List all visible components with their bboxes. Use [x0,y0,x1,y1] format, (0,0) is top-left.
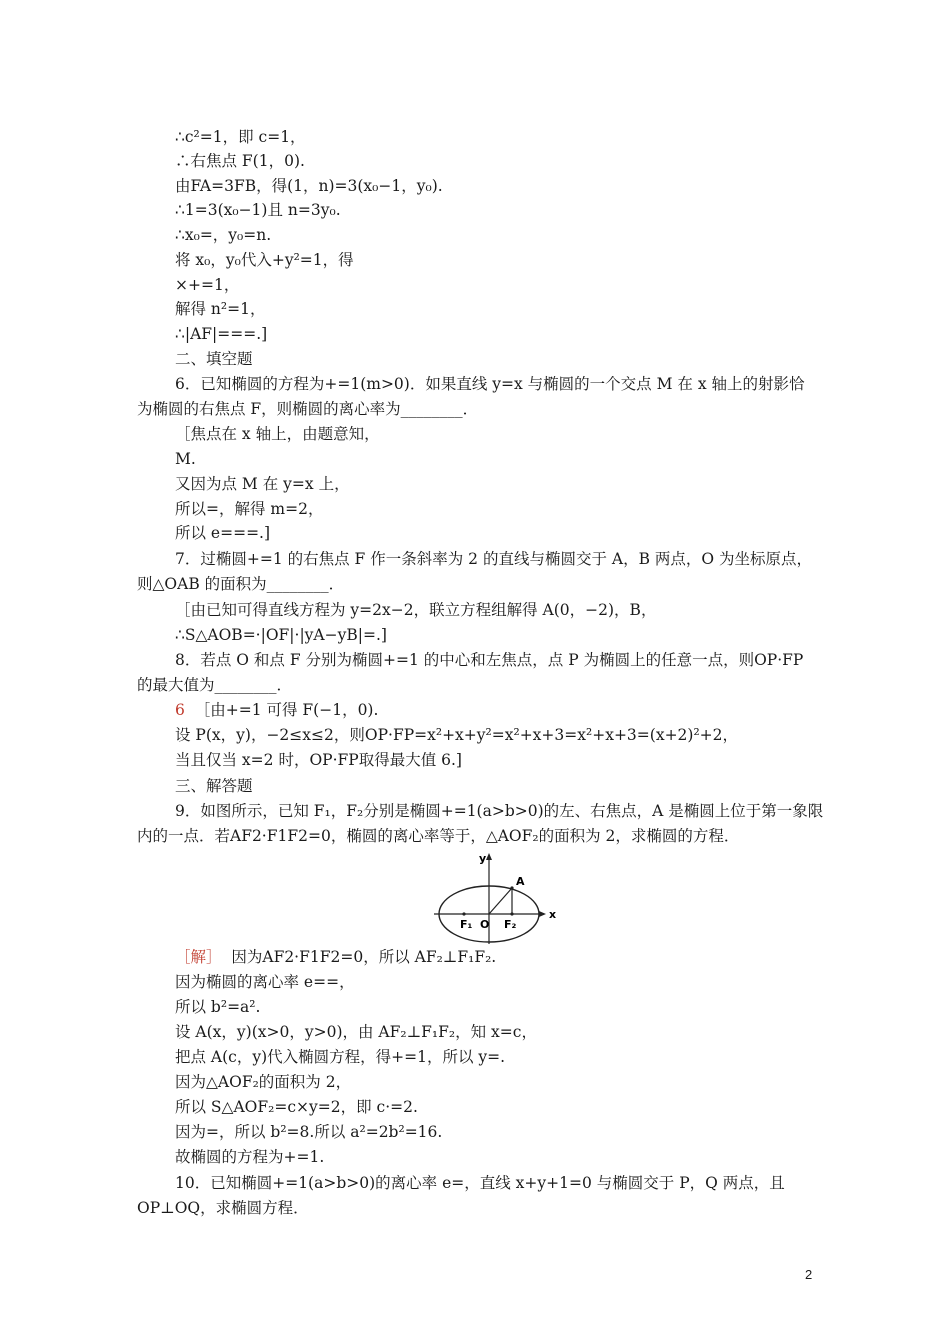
figure-y-label: y [479,852,487,865]
text-line: 三、解答题 [175,777,253,795]
text-line: 8．若点 O 和点 F 分别为椭圆+=1 的中心和左焦点，点 P 为椭圆上的任意一点，则OP·FP [175,651,804,669]
solution-9-text: 因为AF2·F1F2=0，所以 AF₂⊥F₁F₂. [231,948,497,966]
text-line: ∴x₀=，y₀=n. [175,226,272,244]
answer-8-line [175,700,378,720]
text-line: ［由已知可得直线方程为 y=2x−2，联立方程组解得 A(0，−2)，B， [175,601,657,619]
text-line: ∴c²=1，即 c=1， [175,128,306,146]
text-line: OP⊥OQ，求椭圆方程． [137,1199,309,1217]
text-line: 由FA=3FB，得(1，n)=3(x₀−1，y₀). [175,177,443,195]
text-line: 因为△AOF₂的面积为 2， [175,1073,352,1091]
text-line: 9．如图所示，已知 F₁，F₂分别是椭圆+=1(a>b>0)的左、右焦点，A 是椭圆上位于第一象限 [175,802,824,820]
text-line: 所以 S△AOF₂=c×y=2，即 c·=2. [175,1098,418,1116]
answer-8-text: ［由+=1 可得 F(−1，0). [194,701,379,719]
text-line: 则△OAB 的面积为________． [137,575,345,593]
text-line: 10．已知椭圆+=1(a>b>0)的离心率 e=，直线 x+y+1=0 与椭圆交于 P，Q 两点，且 [175,1174,785,1192]
text-line: 内的一点．若AF2·F1F2=0，椭圆的离心率等于，△AOF₂的面积为 2，求椭圆的方程． [137,827,740,845]
text-line: ［焦点在 x 轴上，由题意知， [175,425,380,443]
figure-a-label: A [516,875,525,888]
text-line: 因为=，所以 b²=8.所以 a²=2b²=16. [175,1123,443,1141]
text-line: ∴|AF|===.] [175,325,268,343]
text-line: 把点 A(c，y)代入椭圆方程，得+=1，所以 y=. [175,1048,506,1066]
text-line: 当且仅当 x=2 时，OP·FP取得最大值 6.] [175,751,462,769]
answer-8-mark: 6 [175,701,185,719]
page-number: 2 [805,1267,813,1282]
text-line: 所以 e===.] [175,524,271,542]
text-line: 的最大值为________． [137,676,293,694]
text-line: 设 A(x，y)(x>0，y>0)，由 AF₂⊥F₁F₂，知 x=c， [175,1023,537,1041]
solution-9-line [175,947,496,967]
text-line: 二、填空题 [175,350,253,368]
text-line: 因为椭圆的离心率 e==， [175,973,355,991]
text-line: 设 P(x，y)，−2≤x≤2，则OP·FP=x²+x+y²=x²+x+3=x²+x+3=(x+2)²+2， [175,726,739,744]
text-line: 又因为点 M 在 y=x 上， [175,475,350,493]
figure-x-label: x [549,908,557,921]
solution-9-mark: ［解］ [175,948,222,966]
ellipse-figure [434,848,564,946]
text-line: 将 x₀，y₀代入+y²=1，得 [175,251,354,269]
figure-origin-label: O [480,918,490,931]
text-line: ∴右焦点 F(1，0). [175,152,305,170]
text-line: ∴1=3(x₀−1)且 n=3y₀. [175,201,341,219]
text-line: 解得 n²=1， [175,300,266,318]
text-line: 所以 b²=a². [175,998,261,1016]
text-line: ×+=1， [175,276,240,294]
text-line: M. [175,450,196,468]
text-line: 6．已知椭圆的方程为+=1(m>0)．如果直线 y=x 与椭圆的一个交点 M 在 x 轴上的射影恰 [175,375,805,393]
text-line: 故椭圆的方程为+=1. [175,1148,325,1166]
text-line: 为椭圆的右焦点 F，则椭圆的离心率为________． [137,400,479,418]
figure-f1-label: F₁ [460,918,473,931]
text-line: 所以=，解得 m=2， [175,500,324,518]
text-line: 7．过椭圆+=1 的右焦点 F 作一条斜率为 2 的直线与椭圆交于 A，B 两点，O 为坐标原点， [175,550,813,568]
text-line: ∴S△AOB=·|OF|·|yA−yB|=.] [175,626,387,644]
figure-f2-label: F₂ [504,918,517,931]
